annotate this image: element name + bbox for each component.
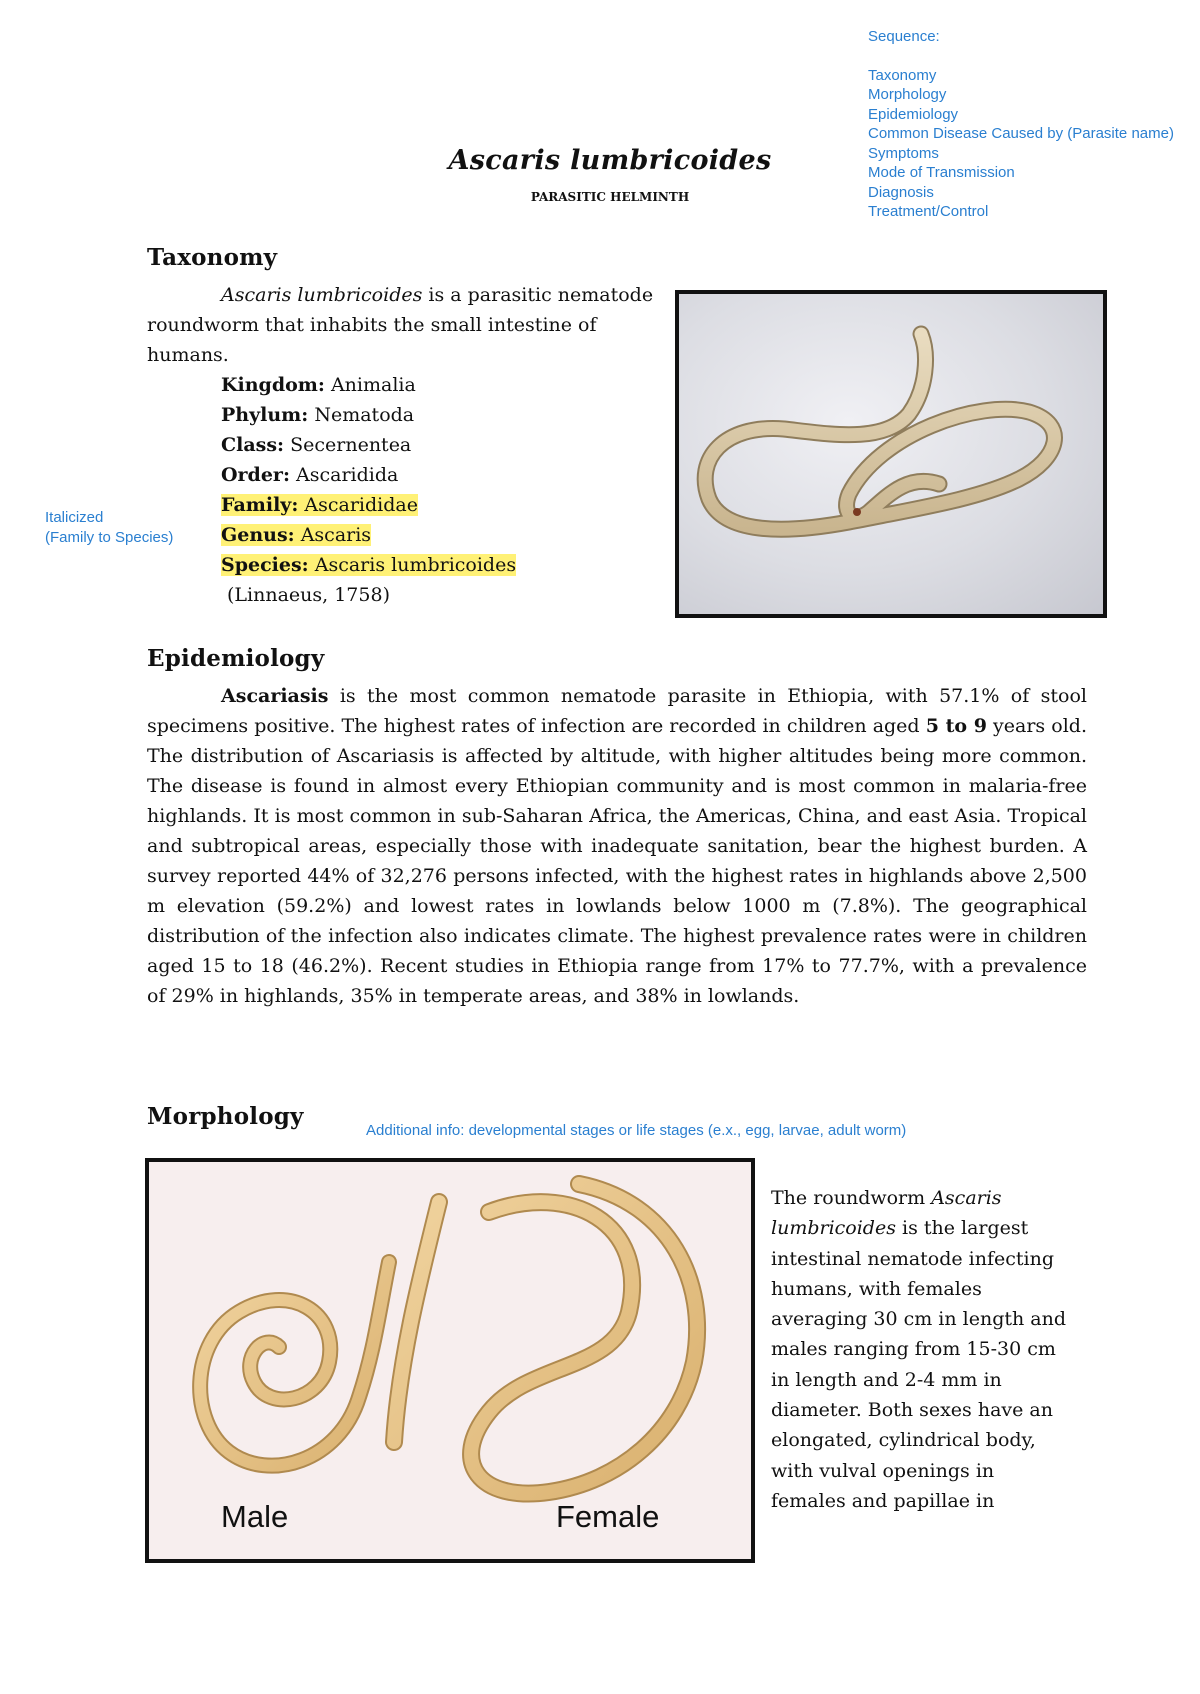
worm-photo bbox=[675, 290, 1107, 618]
male-female-photo bbox=[145, 1158, 755, 1563]
rank-family bbox=[221, 490, 516, 520]
rank-class bbox=[221, 430, 516, 460]
rank-order bbox=[221, 460, 516, 490]
sequence-item-taxonomy: Taxonomy bbox=[868, 66, 937, 84]
rank-label: Order: bbox=[221, 464, 290, 486]
document-title: Ascaris lumbricoides bbox=[448, 145, 772, 176]
italicized-note bbox=[45, 508, 235, 547]
rank-value: Ascarididae bbox=[304, 494, 418, 516]
sequence-heading: Sequence: bbox=[868, 28, 940, 45]
rank-species bbox=[221, 550, 516, 580]
age-to-word: to bbox=[938, 715, 974, 737]
document-subtitle: PARASITIC HELMINTH bbox=[530, 190, 690, 204]
italicized-note-line: (Family to Species) bbox=[45, 528, 174, 546]
taxonomy-heading: Taxonomy bbox=[147, 244, 278, 271]
epidemiology-heading: Epidemiology bbox=[147, 645, 325, 672]
rank-value: Secernentea bbox=[290, 434, 412, 456]
rank-label: Kingdom: bbox=[221, 374, 325, 396]
rank-phylum bbox=[221, 400, 516, 430]
epidemiology-text: years old. The distribution of Ascariasis is affected by altitude, with higher altitudes being more common. The disease is found in almost every Ethiopian community and is most common in malaria-free highlands. It is most common in sub-Saharan Africa, the Americas, China, and east Asia. Tropical and subtropical areas, especially those with inadequate sanitation, bear the highest burden. A survey reported 44% of 32,276 persons infected, with the highest rates in highlands above 2,500 m elevation (59.2%) and lowest rates in lowlands below 1000 m (7.8%). The geographical distribution of the infection also indicates climate. The highest prevalence rates were in children aged 15 to 18 (46.2%). Recent studies in Ethiopia range from 17% to 77.7%, with a prevalence of 29% in highlands, 35% in temperate areas, and 38% in lowlands. bbox=[147, 715, 1087, 1007]
taxonomy-ranks bbox=[221, 370, 516, 610]
rank-label: Genus: bbox=[221, 524, 295, 546]
worm-illustration bbox=[679, 294, 1103, 614]
sequence-item-treatment: Treatment/Control bbox=[868, 203, 989, 220]
sequence-item-morphology: Morphology bbox=[868, 86, 947, 103]
taxonomy-intro bbox=[147, 280, 667, 370]
rank-value: Nematoda bbox=[314, 404, 415, 426]
male-label: Male bbox=[221, 1499, 289, 1534]
rank-label: Family: bbox=[221, 494, 299, 516]
rank-label: Phylum: bbox=[221, 404, 309, 426]
morphology-species: Ascaris lumbricoides bbox=[771, 1187, 1002, 1240]
taxonomy-intro-text: is a parasitic nematode roundworm that inhabits the small intestine of humans. bbox=[147, 284, 654, 366]
rank-kingdom bbox=[221, 370, 516, 400]
age-to: 9 bbox=[973, 715, 987, 737]
rank-value: Animalia bbox=[330, 374, 416, 396]
rank-value: Ascaridida bbox=[296, 464, 399, 486]
sequence-item-diagnosis: Diagnosis bbox=[868, 183, 934, 201]
epidemiology-lead: Ascariasis bbox=[221, 685, 329, 707]
rank-label: Species: bbox=[221, 554, 309, 576]
morphology-paragraph bbox=[771, 1183, 1071, 1516]
epidemiology-paragraph bbox=[147, 681, 1087, 1011]
sequence-item-transmission: Mode of Transmission bbox=[868, 164, 1015, 181]
sequence-item-symptoms: Symptoms bbox=[868, 144, 939, 162]
morphology-note: Additional info: developmental stages or life stages (e.x., egg, larvae, adult worm) bbox=[366, 1122, 907, 1139]
female-label: Female bbox=[556, 1499, 660, 1534]
sequence-item-common-disease: Common Disease Caused by (Parasite name) bbox=[868, 125, 1174, 142]
taxonomy-authority: (Linnaeus, 1758) bbox=[227, 584, 390, 606]
morphology-heading: Morphology bbox=[147, 1103, 304, 1130]
rank-value: Ascaris bbox=[300, 524, 372, 546]
epidemiology-text: is the most common nematode parasite in Ethiopia, with 57.1% of stool specimens positive. The highest rates of infection are recorded in children aged bbox=[147, 685, 1087, 737]
morphology-text: is the largest intestinal nematode infecting humans, with females averaging 30 cm in length and males ranging from 15-30 cm in length and 2-4 mm in diameter. Both sexes have an elongated, cylindrical body, with vulval openings in females and papillae in bbox=[771, 1217, 1067, 1512]
italicized-note-line: Italicized bbox=[45, 509, 104, 526]
rank-genus bbox=[221, 520, 516, 550]
rank-value: Ascaris lumbricoides bbox=[314, 554, 517, 576]
rank-label: Class: bbox=[221, 434, 285, 456]
morphology-text: The roundworm bbox=[771, 1187, 932, 1209]
taxonomy-intro-species: Ascaris lumbricoides bbox=[221, 284, 423, 306]
sequence-item-epidemiology: Epidemiology bbox=[868, 105, 959, 123]
age-from: 5 bbox=[925, 715, 939, 737]
